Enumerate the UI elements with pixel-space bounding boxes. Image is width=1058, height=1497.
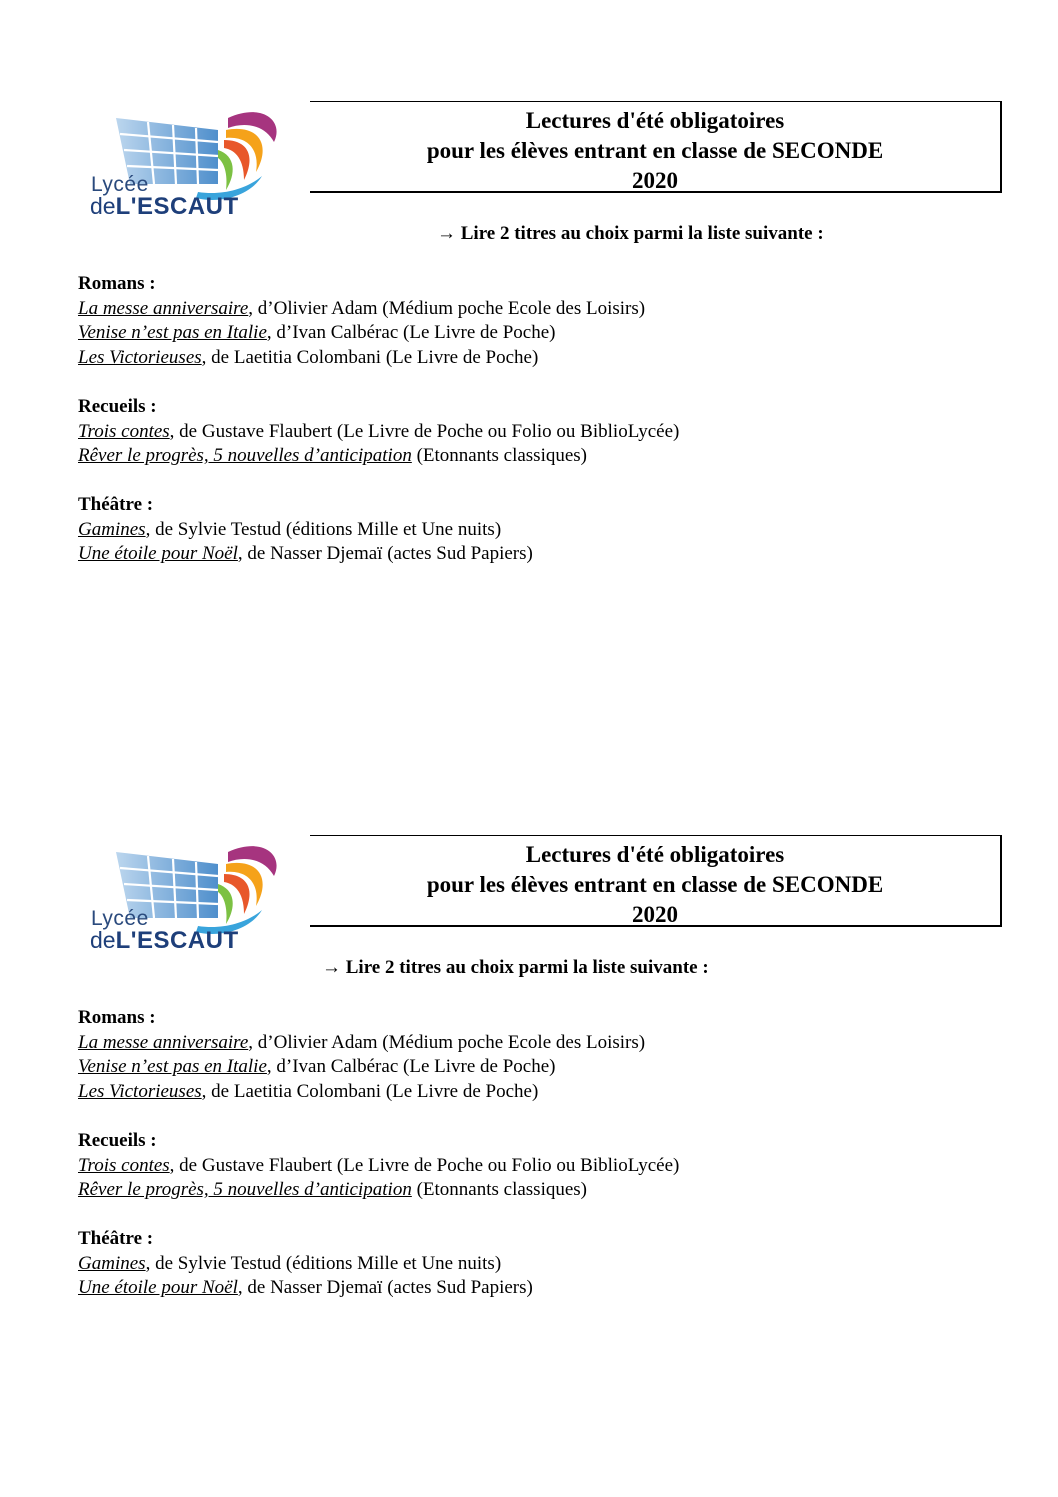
- logo-text-escaut: deL'ESCAUT: [90, 193, 239, 220]
- title-line-3: 2020: [632, 902, 678, 927]
- book-details: , d’Olivier Adam (Médium poche Ecole des Loisirs): [248, 297, 646, 319]
- title-line-3: 2020: [632, 168, 678, 193]
- book-details: , d’Ivan Calbérac (Le Livre de Poche): [266, 322, 556, 344]
- title-line-2: pour les élèves entrant en classe de SECONDE: [426, 872, 884, 897]
- book-details: , d’Ivan Calbérac (Le Livre de Poche): [266, 1056, 556, 1078]
- book-title: Rêver le progrès, 5 nouvelles d’anticipation: [78, 445, 412, 467]
- book-entry: [78, 346, 645, 371]
- book-entry: [78, 1178, 679, 1203]
- section-theatre: [78, 493, 533, 567]
- book-details: , de Gustave Flaubert (Le Livre de Poche ou Folio ou BiblioLycée): [169, 1154, 680, 1176]
- section-recueils: [78, 395, 679, 469]
- book-details: (Etonnants classiques): [411, 445, 588, 467]
- book-title: Une étoile pour Noël: [78, 1277, 238, 1299]
- school-logo: [78, 100, 283, 224]
- book-title: Gamines: [78, 518, 146, 540]
- title-line-1: Lectures d'été obligatoires: [525, 842, 785, 867]
- book-details: , de Laetitia Colombani (Le Livre de Poche): [201, 1080, 539, 1102]
- book-title: Rêver le progrès, 5 nouvelles d’anticipation: [78, 1179, 412, 1201]
- book-title: Trois contes: [78, 1154, 170, 1176]
- book-details: , de Nasser Djemaï (actes Sud Papiers): [237, 1277, 533, 1299]
- book-details: , d’Olivier Adam (Médium poche Ecole des Loisirs): [248, 1031, 646, 1053]
- logo-text-lycee: Lycée: [91, 907, 149, 930]
- book-entry: [78, 444, 679, 469]
- book-entry: [78, 1276, 533, 1301]
- section-heading: Romans :: [78, 273, 156, 294]
- book-title: Les Victorieuses: [78, 346, 202, 368]
- section-heading: Recueils :: [78, 1130, 157, 1151]
- title-box: [310, 835, 1002, 927]
- book-entry: [78, 420, 679, 445]
- book-entry: [78, 1031, 645, 1056]
- book-title: La messe anniversaire: [78, 1031, 249, 1053]
- book-details: , de Sylvie Testud (éditions Mille et Une nuits): [145, 518, 502, 540]
- book-details: (Etonnants classiques): [411, 1179, 588, 1201]
- logo-text-escaut: deL'ESCAUT: [90, 927, 239, 954]
- book-title: Venise n’est pas en Italie: [78, 1056, 267, 1078]
- book-entry: [78, 518, 533, 543]
- logo-text-lycee: Lycée: [91, 173, 149, 196]
- section-heading: Théâtre :: [78, 494, 154, 515]
- title-line-2: pour les élèves entrant en classe de SECONDE: [426, 138, 884, 163]
- reading-list-copy-2: [0, 734, 1058, 1334]
- book-title: Trois contes: [78, 420, 170, 442]
- section-heading: Recueils :: [78, 396, 157, 417]
- book-entry: [78, 542, 533, 567]
- book-title: Venise n’est pas en Italie: [78, 322, 267, 344]
- instruction-text: → Lire 2 titres au choix parmi la liste suivante :: [322, 957, 709, 978]
- school-logo: [78, 834, 283, 958]
- book-title: Gamines: [78, 1252, 146, 1274]
- section-heading: Romans :: [78, 1007, 156, 1028]
- reading-list-copy-1: [0, 0, 1058, 600]
- section-theatre: [78, 1227, 533, 1301]
- book-entry: [78, 1252, 533, 1277]
- book-details: , de Gustave Flaubert (Le Livre de Poche ou Folio ou BiblioLycée): [169, 420, 680, 442]
- section-romans: [78, 1006, 645, 1104]
- book-details: , de Nasser Djemaï (actes Sud Papiers): [237, 543, 533, 565]
- book-entry: [78, 1055, 645, 1080]
- book-entry: [78, 321, 645, 346]
- section-heading: Théâtre :: [78, 1228, 154, 1249]
- section-romans: [78, 272, 645, 370]
- book-details: , de Laetitia Colombani (Le Livre de Poche): [201, 346, 539, 368]
- book-details: , de Sylvie Testud (éditions Mille et Une nuits): [145, 1252, 502, 1274]
- book-title: La messe anniversaire: [78, 297, 249, 319]
- instruction-text: → Lire 2 titres au choix parmi la liste suivante :: [437, 223, 824, 244]
- title-box: [310, 101, 1002, 193]
- title-line-1: Lectures d'été obligatoires: [525, 108, 785, 133]
- book-entry: [78, 297, 645, 322]
- book-entry: [78, 1080, 645, 1105]
- book-title: Les Victorieuses: [78, 1080, 202, 1102]
- section-recueils: [78, 1129, 679, 1203]
- book-entry: [78, 1154, 679, 1179]
- book-title: Une étoile pour Noël: [78, 543, 238, 565]
